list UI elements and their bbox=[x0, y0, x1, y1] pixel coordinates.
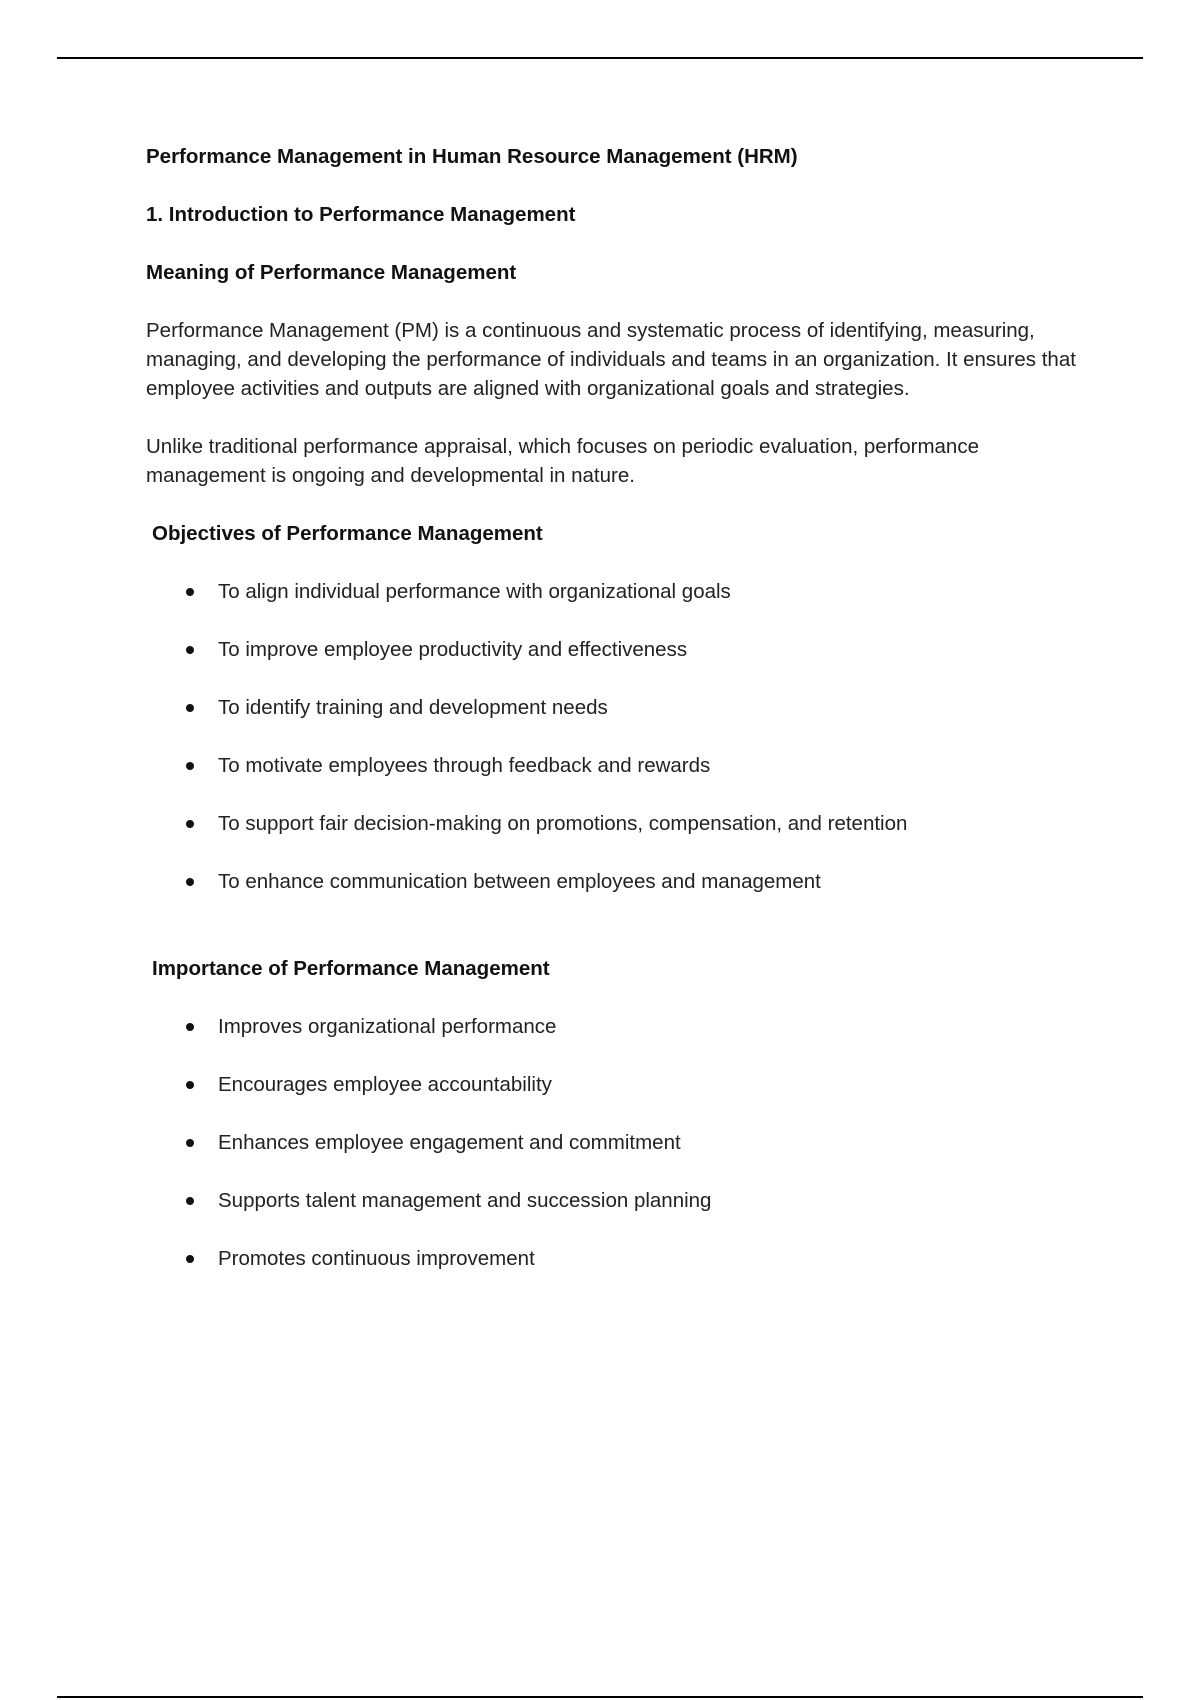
footer-rule bbox=[57, 1696, 1143, 1698]
bullet-icon bbox=[186, 1081, 194, 1089]
bullet-icon bbox=[186, 820, 194, 828]
list-item bbox=[146, 1186, 1076, 1215]
list-item bbox=[146, 1012, 1076, 1041]
objectives-list bbox=[146, 577, 1076, 896]
list-item bbox=[146, 1128, 1076, 1157]
importance-heading: Importance of Performance Management bbox=[152, 957, 550, 980]
list-item bbox=[146, 577, 1076, 606]
list-item bbox=[146, 635, 1076, 664]
list-item bbox=[146, 751, 1076, 780]
list-item bbox=[146, 1070, 1076, 1099]
meaning-heading: Meaning of Performance Management bbox=[146, 261, 517, 284]
list-item-text: Improves organizational performance bbox=[218, 1015, 557, 1038]
list-item-text: Promotes continuous improvement bbox=[218, 1247, 535, 1270]
section-heading-introduction: 1. Introduction to Performance Management bbox=[146, 203, 576, 226]
bullet-icon bbox=[186, 762, 194, 770]
importance-list bbox=[146, 1012, 1076, 1273]
bullet-icon bbox=[186, 704, 194, 712]
list-item-text: To support fair decision-making on promotions, compensation, and retention bbox=[218, 812, 908, 835]
bullet-icon bbox=[186, 646, 194, 654]
list-item bbox=[146, 1244, 1076, 1273]
document-title: Performance Management in Human Resource Management (HRM) bbox=[146, 145, 798, 168]
list-item-text: To motivate employees through feedback and rewards bbox=[218, 754, 711, 777]
meaning-paragraph-1: Performance Management (PM) is a continuous and systematic process of identifying, measuring, managing, and developing the performance of individuals and teams in an organization. It ensures that employee activities and outputs are aligned with organizational goals and strategies. bbox=[146, 319, 1076, 400]
objectives-heading: Objectives of Performance Management bbox=[152, 522, 543, 545]
list-item-text: To improve employee productivity and effectiveness bbox=[218, 638, 688, 661]
list-item-text: To identify training and development needs bbox=[218, 696, 608, 719]
bullet-icon bbox=[186, 1139, 194, 1147]
list-item-text: Enhances employee engagement and commitment bbox=[218, 1131, 681, 1154]
list-item-text: To align individual performance with organizational goals bbox=[218, 580, 731, 603]
bullet-icon bbox=[186, 1023, 194, 1031]
list-item bbox=[146, 693, 1076, 722]
bullet-icon bbox=[186, 878, 194, 886]
list-item-text: Encourages employee accountability bbox=[218, 1073, 552, 1096]
document-body bbox=[146, 142, 1076, 1302]
header-rule bbox=[57, 57, 1143, 59]
list-item bbox=[146, 809, 1076, 838]
list-item bbox=[146, 867, 1076, 896]
list-item-text: To enhance communication between employees and management bbox=[218, 870, 821, 893]
spacer bbox=[146, 925, 1076, 954]
bullet-icon bbox=[186, 588, 194, 596]
bullet-icon bbox=[186, 1197, 194, 1205]
bullet-icon bbox=[186, 1255, 194, 1263]
meaning-paragraph-2: Unlike traditional performance appraisal, which focuses on periodic evaluation, performance management is ongoing and developmental in nature. bbox=[146, 435, 979, 487]
list-item-text: Supports talent management and succession planning bbox=[218, 1189, 712, 1212]
